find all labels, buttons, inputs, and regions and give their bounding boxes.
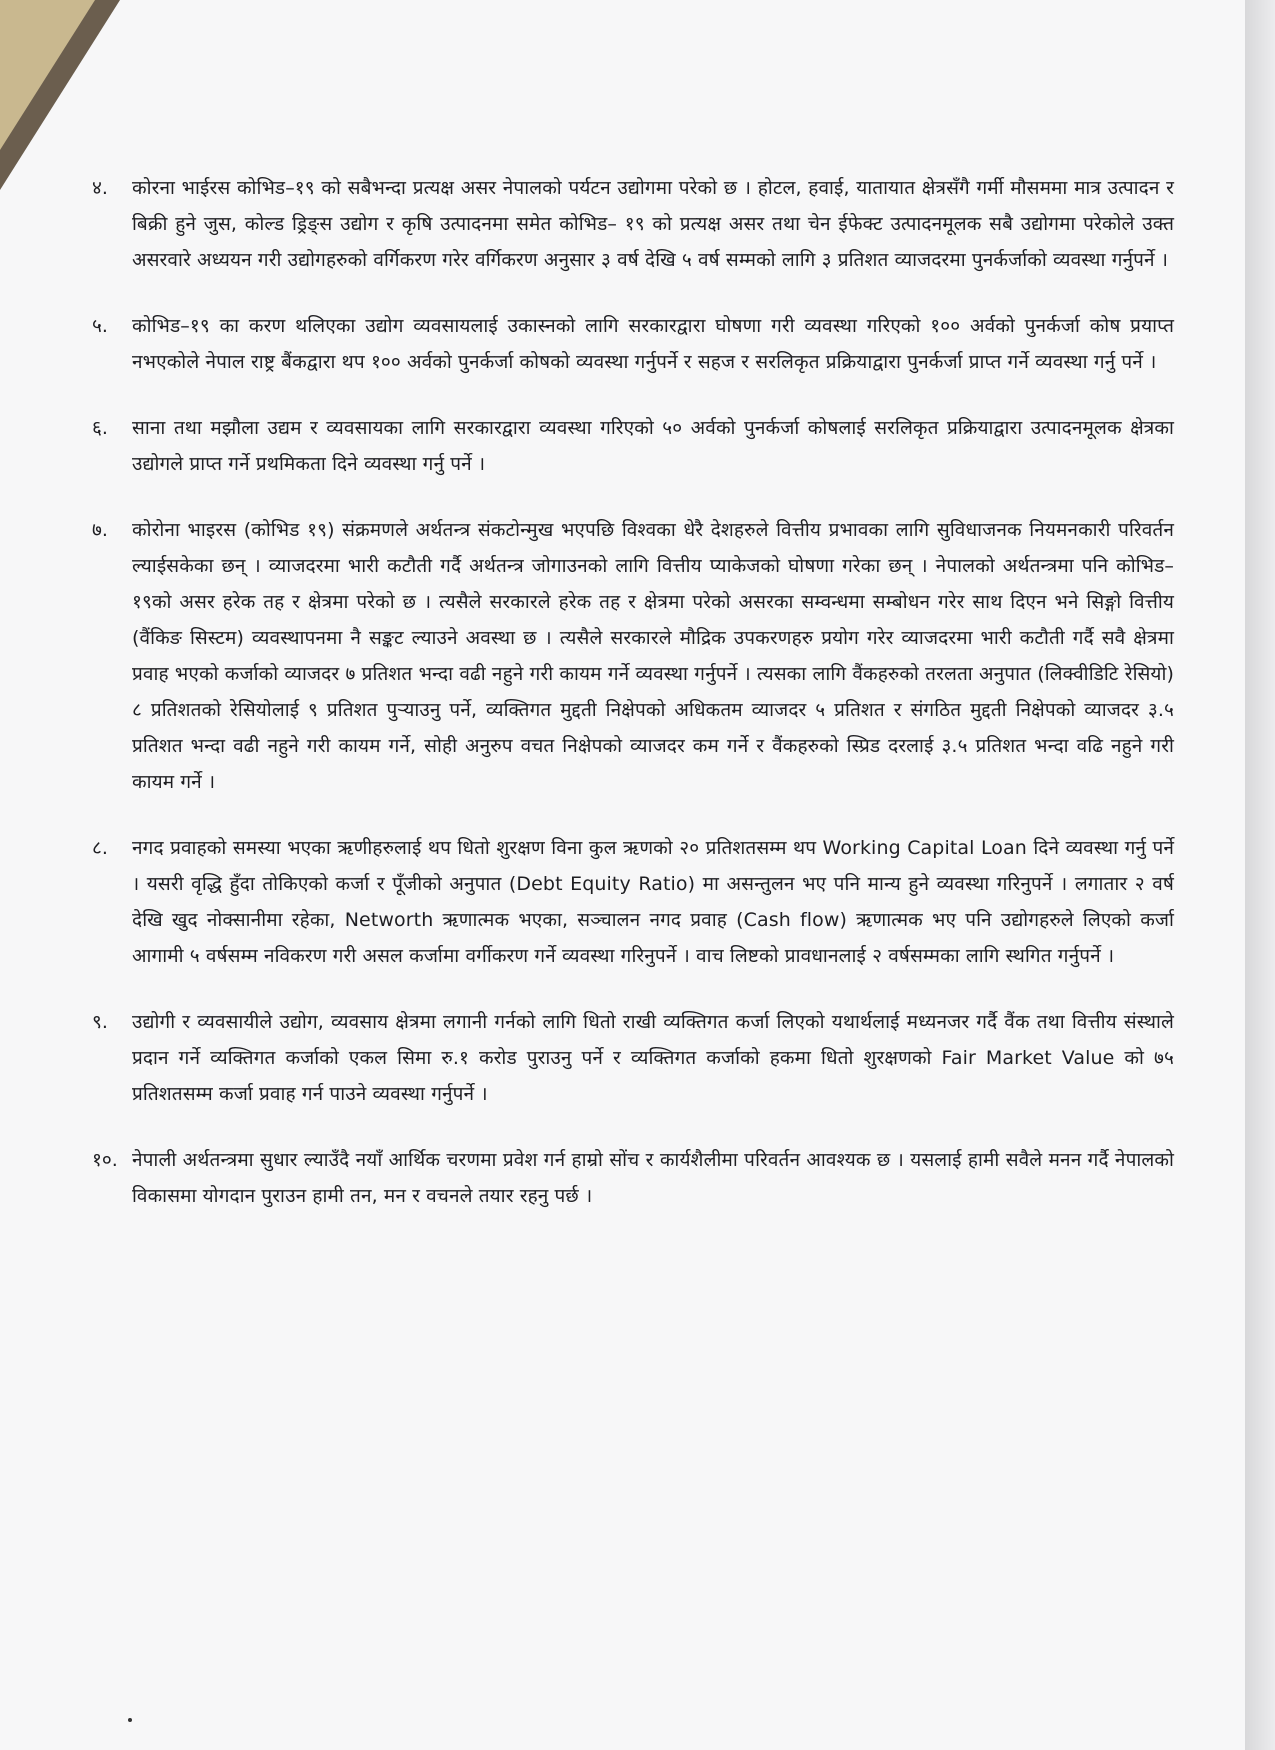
list-item-9 <box>92 1004 1174 1112</box>
item-number: ४. <box>92 177 108 199</box>
item-text: नेपाली अर्थतन्त्रमा सुधार ल्याउँदै नयाँ आर्थिक चरणमा प्रवेश गर्न हाम्रो सोंच र कार्यशैलीमा परिवर्तन आवश्यक छ । यसलाई हामी सवैले मनन गर्दै नेपालको विकासमा योगदान पुराउन हामी तन, मन र वचनले तयार रहनु पर्छ । <box>132 1149 1174 1207</box>
item-text: कोरोना भाइरस (कोभिड १९) संक्रमणले अर्थतन्त्र संकटोन्मुख भएपछि विश्वका धेरै देशहरुले वित्तीय प्रभावका लागि सुविधाजनक नियमनकारी परिवर्तन ल्याईसकेका छन् । व्याजदरमा भारी कटौती गर्दै अर्थतन्त्र जोगाउनको लागि वित्तीय प्याकेजको घोषणा गरेका छन् । नेपालको अर्थतन्त्रमा पनि कोभिड– १९को असर हरेक तह र क्षेत्रमा परेको छ । त्यसैले सरकारले हरेक तह र क्षेत्रमा परेको असरका सम्वन्धमा सम्बोधन गरेर साथ दिएन भने सिङ्गो वित्तीय (वैंकिङ सिस्टम) व्यवस्थापनमा नै सङ्कट ल्याउने अवस्था छ । त्यसैले सरकारले मौद्रिक उपकरणहरु प्रयोग गरेर व्याजदरमा भारी कटौती गर्दै सवै क्षेत्रमा प्रवाह भएको कर्जाको व्याजदर ७ प्रतिशत भन्दा वढी नहुने गरी कायम गर्ने व्यवस्था गर्नुपर्ने । त्यसका लागि वैंकहरुको तरलता अनुपात (लिक्वीडिटि रेसियो) ८ प्रतिशतको रेसियोलाई ९ प्रतिशत पुऱ्याउनु पर्ने, व्यक्तिगत मुद्दती निक्षेपको अधिकतम व्याजदर ५ प्रतिशत र संगठित मुद्दती निक्षेपको व्याजदर ३.५ प्रतिशत भन्दा वढी नहुने गरी कायम गर्ने, सोही अनुरुप वचत निक्षेपको व्याजदर कम गर्ने र वैंकहरुको स्प्रिड दरलाई ३.५ प्रतिशत भन्दा वढि नहुने गरी कायम गर्ने । <box>132 519 1174 793</box>
document-body <box>92 170 1174 1244</box>
list-item-6 <box>92 410 1174 482</box>
list-item-8 <box>92 830 1174 974</box>
page-speck <box>128 1718 132 1722</box>
list-item-5 <box>92 308 1174 380</box>
page-corner-highlight <box>0 0 95 150</box>
item-text: उद्योगी र व्यवसायीले उद्योग, व्यवसाय क्षेत्रमा लगानी गर्नको लागि धितो राखी व्यक्तिगत कर्जा लिएको यथार्थलाई मध्यनजर गर्दै वैंक तथा वित्तीय संस्थाले प्रदान गर्ने व्यक्तिगत कर्जाको एकल सिमा रु.१ करोड पुराउनु पर्ने र व्यक्तिगत कर्जाको हकमा धितो शुरक्षणको Fair Market Value को ७५ प्रतिशतसम्म कर्जा प्रवाह गर्न पाउने व्यवस्था गर्नुपर्ने । <box>132 1011 1174 1105</box>
item-number: ८. <box>92 837 108 859</box>
item-text: साना तथा मझौला उद्यम र व्यवसायका लागि सरकारद्वारा व्यवस्था गरिएको ५० अर्वको पुनर्कर्जा कोषलाई सरलिकृत प्रक्रियाद्वारा उत्पादनमूलक क्षेत्रका उद्योगले प्राप्त गर्ने प्रथमिकता दिने व्यवस्था गर्नु पर्ने । <box>132 417 1174 475</box>
item-text: नगद प्रवाहको समस्या भएका ऋणीहरुलाई थप धितो शुरक्षण विना कुल ऋणको २० प्रतिशतसम्म थप Working Capital Loan दिने व्यवस्था गर्नु पर्ने । यसरी वृद्धि हुँदा तोकिएको कर्जा र पूँजीको अनुपात (Debt Equity Ratio) मा असन्तुलन भए पनि मान्य हुने व्यवस्था गरिनुपर्ने । लगातार २ वर्ष देखि खुद नोक्सानीमा रहेका, Networth ऋणात्मक भएका, सञ्चालन नगद प्रवाह (Cash flow) ऋणात्मक भए पनि उद्योगहरुले लिएको कर्जा आगामी ५ वर्षसम्म नविकरण गरी असल कर्जामा वर्गीकरण गर्ने व्यवस्था गरिनुपर्ने । वाच लिष्टको प्रावधानलाई २ वर्षसम्मका लागि स्थगित गर्नुपर्ने । <box>132 837 1174 967</box>
item-number: ९. <box>92 1011 108 1033</box>
list-item-4 <box>92 170 1174 278</box>
list-item-10 <box>92 1142 1174 1214</box>
page-edge-shadow <box>1245 0 1275 1750</box>
item-number: ५. <box>92 315 108 337</box>
item-text: कोरना भाईरस कोभिड–१९ को सबैभन्दा प्रत्यक्ष असर नेपालको पर्यटन उद्योगमा परेको छ । होटल, हवाई, यातायात क्षेत्रसँगै गर्मी मौसममा मात्र उत्पादन र बिक्री हुने जुस, कोल्ड ड्रिङ्स उद्योग र कृषि उत्पादनमा समेत कोभिड– १९ को प्रत्यक्ष असर तथा चेन ईफेक्ट उत्पादनमूलक सबै उद्योगमा परेकोले उक्त असरवारे अध्ययन गरी उद्योगहरुको वर्गिकरण गरेर वर्गिकरण अनुसार ३ वर्ष देखि ५ वर्ष सम्मको लागि ३ प्रतिशत व्याजदरमा पुनर्कर्जाको व्यवस्था गर्नुपर्ने । <box>132 177 1174 271</box>
item-number: ७. <box>92 519 108 541</box>
item-number: १०. <box>92 1149 118 1171</box>
item-text: कोभिड–१९ का करण थलिएका उद्योग व्यवसायलाई उकास्नको लागि सरकारद्वारा घोषणा गरी व्यवस्था गरिएको १०० अर्वको पुनर्कर्जा कोष प्रयाप्त नभएकोले नेपाल राष्ट्र बैंकद्वारा थप १०० अर्वको पुनर्कर्जा कोषको व्यवस्था गर्नुपर्ने र सहज र सरलिकृत प्रक्रियाद्वारा पुनर्कर्जा प्राप्त गर्ने व्यवस्था गर्नु पर्ने । <box>132 315 1174 373</box>
item-number: ६. <box>92 417 108 439</box>
list-item-7 <box>92 512 1174 800</box>
